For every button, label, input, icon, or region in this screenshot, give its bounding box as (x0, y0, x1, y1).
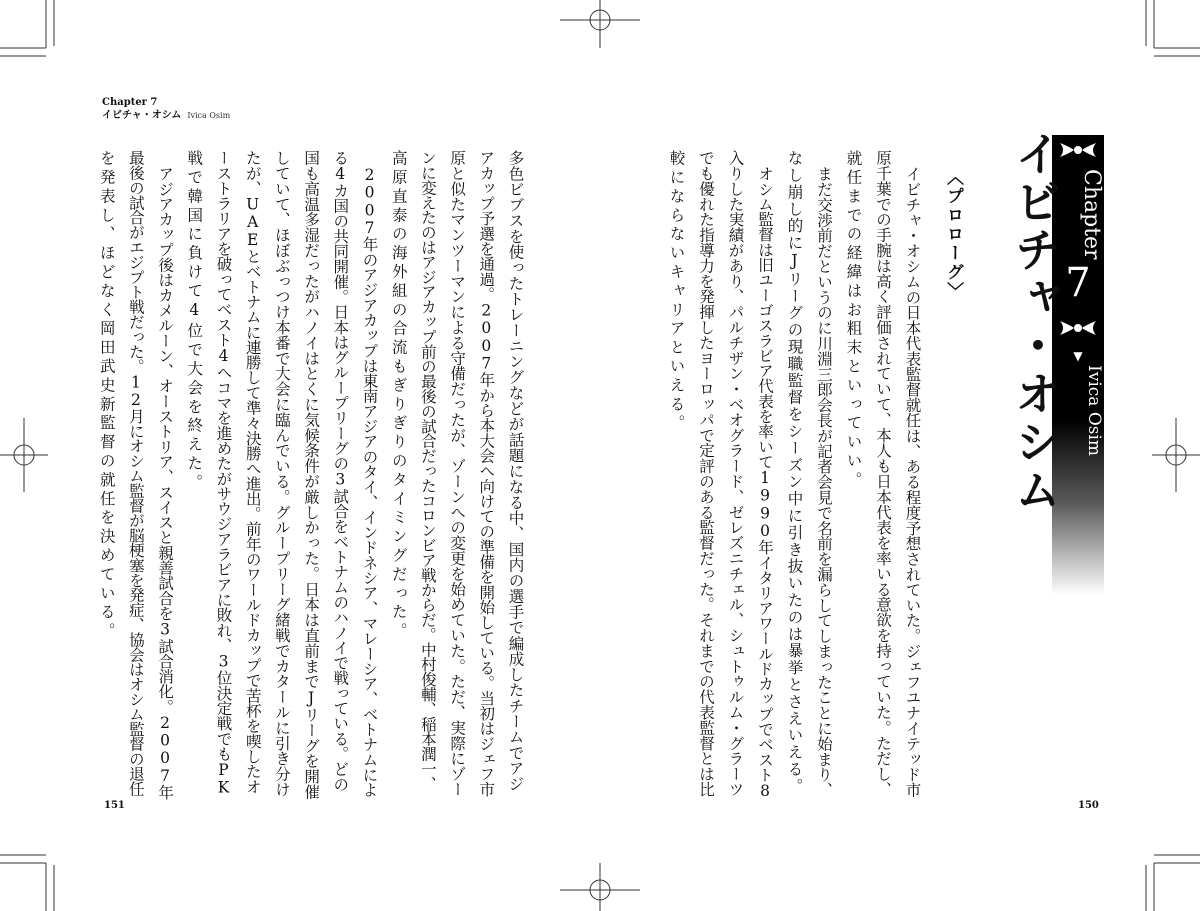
text-column: 原千葉での手腕は高く評価されていて、本人も日本代表を率いる意欲を持っていた。ただし、 (874, 150, 892, 797)
text-column: でも優れた指導力を発揮したヨーロッパで定評のある監督だった。それまでの代表監督とは比 (697, 150, 715, 797)
chapter-label: Chapter (1079, 169, 1104, 260)
chapter-title-ja: イビチャ・オシム (1008, 130, 1062, 514)
chapter-name-en: Ivica Osim (1084, 365, 1104, 457)
text-column: アカップ予選を通過。2007年から本大会へ向けての準備を開始している。当初はジェフ市 (477, 150, 496, 797)
page-number-left: 151 (104, 800, 125, 811)
text-column: 戦で韓国に負けて4位で大会を終えた。 (185, 150, 204, 493)
text-column: を発表し、ほどなく岡田武史新監督の就任を決めている。 (97, 150, 116, 642)
text-column: 国も高温多湿だったがハノイはとくに気候条件が厳しかった。日本は直前までJリーグを開催 (302, 150, 321, 800)
page-number-right: 150 (1078, 800, 1099, 811)
triangle-marker-icon: ▼ (1073, 349, 1083, 363)
text-column: なし崩し的にJリーグの現職監督をシーズン中に引き抜いたのは暴挙とさえいえる。 (785, 150, 804, 795)
running-head-chapter: Chapter 7 (102, 97, 158, 108)
text-column: 入りした実績があり、パルチザン・ベオグラード、ゼレズニチェル、シュトゥルム・グラーツ (726, 150, 745, 797)
text-column: していて、ほぼぶっつけ本番で大会に臨んでいる。グループリーグ緒戦でカタールに引き分け (272, 150, 291, 797)
text-column: 原と似たマンツーマンによる守備だったが、ゾーンへの変更を始めていた。ただ、実際にゾー (448, 150, 467, 797)
running-head (102, 96, 230, 122)
text-column: 最後の試合がエジプト戦だった。12月にオシム監督が脳梗塞を発症、協会はオシム監督の退任 (126, 150, 145, 796)
text-column: オシム監督は旧ユーゴスラビア代表を率いて1990年イタリアワールドカップでベスト8 (756, 166, 774, 800)
text-column: 2007年のアジアカップは東南アジアのタイ、インドネシア、マレーシア、ベトナムによ (360, 166, 379, 798)
running-head-title: イビチャ・オシム (102, 110, 182, 121)
text-column: 較にならないキャリアといえる。 (667, 150, 686, 434)
text-column: ーストラリアを破ってベスト4へコマを進めたがサウジアラビアに敗れ、3位決定戦でもPK (214, 150, 233, 797)
text-column: まだ交渉前だというのに川淵三郎会長が記者会見で名前を漏らしてしまったことに始まり、 (815, 166, 833, 798)
chapter-number: 7 (1065, 260, 1091, 306)
text-column: る4カ国の共同開催。日本はグループリーグの3試合をベトナムのハノイで戦っている。どの (331, 150, 350, 792)
text-column: たが、UAEとベトナムに連勝して準々決勝へ進出。前年のワールドカップで苦杯を喫したオ (243, 150, 262, 794)
running-head-title-en: Ivica Osim (187, 111, 231, 120)
text-column: アジアカップ後はカメルーン、オーストリア、スイスと親善試合を3試合消化。2007年 (156, 166, 175, 800)
text-column: 高原直泰の海外組の合流もぎりぎりのタイミングだった。 (389, 150, 408, 642)
section-heading: 〈プロローグ〉 (943, 168, 963, 301)
text-column: ンに変えたのはアジアカップ前の最後の試合だったコロンビア戦からだ。中村俊輔、稲本潤一、 (418, 150, 437, 791)
text-column: 多色ビブスを使ったトレーニングなどが話題になる中、国内の選手で編成したチームでアジ (506, 150, 525, 792)
text-column: イビチャ・オシムの日本代表監督就任は、ある程度予想されていた。ジェフユナイテッド市 (903, 166, 922, 798)
text-column: 就任までの経緯はお粗末といっていい。 (844, 150, 863, 491)
